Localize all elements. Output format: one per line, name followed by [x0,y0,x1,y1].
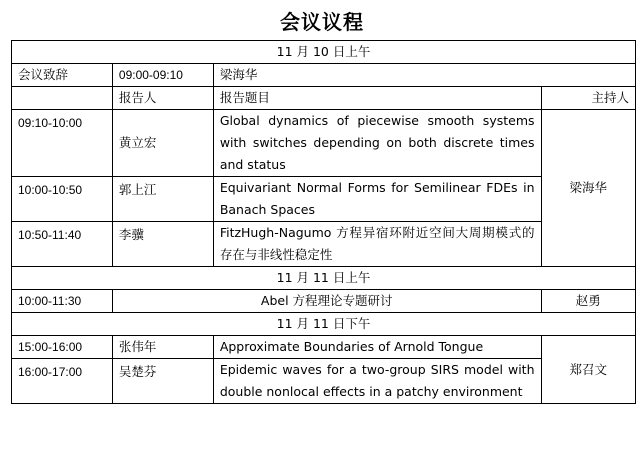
session-chair: 梁海华 [541,110,635,267]
header-row [12,87,636,110]
header-topic: 报告题目 [213,87,541,110]
talk-topic: Global dynamics of piecewise smooth systems with switches depending on both discrete times and status [213,110,541,177]
header-time-empty [12,87,113,110]
talk-speaker: 张伟年 [112,336,213,359]
talk-topic: Equivariant Normal Forms for Semilinear FDEs in Banach Spaces [213,177,541,222]
talk-time: 15:00-16:00 [12,336,113,359]
section-row [12,313,636,336]
opening-label: 会议致辞 [12,64,113,87]
talk-topic: Abel 方程理论专题研讨 [112,290,541,313]
header-chair: 主持人 [541,87,635,110]
talk-time: 09:10-10:00 [12,110,113,177]
talk-topic: Epidemic waves for a two-group SIRS model with double nonlocal effects in a patchy environment [213,359,541,404]
page-title: 会议议程 [280,10,364,34]
talk-time: 16:00-17:00 [12,359,113,404]
agenda-table [11,40,636,404]
opening-speaker: 梁海华 [213,64,635,87]
talk-speaker: 李骥 [112,222,213,267]
talk-topic: FitzHugh-Nagumo 方程异宿环附近空间大周期模式的存在与非线性稳定性 [213,222,541,267]
talk-speaker: 郭上江 [112,177,213,222]
talk-topic: Approximate Boundaries of Arnold Tongue [213,336,541,359]
table-row [12,336,636,359]
section-row [12,267,636,290]
session-chair: 郑召文 [541,336,635,404]
table-row [12,110,636,177]
header-speaker: 报告人 [112,87,213,110]
session-chair: 赵勇 [541,290,635,313]
talk-time: 10:50-11:40 [12,222,113,267]
opening-time: 09:00-09:10 [112,64,213,87]
section-header: 11 月 11 日上午 [12,267,636,290]
opening-row [12,64,636,87]
table-row [12,290,636,313]
section-row [12,41,636,64]
talk-speaker: 吴楚芬 [112,359,213,404]
talk-speaker: 黄立宏 [112,110,213,177]
talk-time: 10:00-11:30 [12,290,113,313]
section-header: 11 月 10 日上午 [12,41,636,64]
section-header: 11 月 11 日下午 [12,313,636,336]
talk-time: 10:00-10:50 [12,177,113,222]
